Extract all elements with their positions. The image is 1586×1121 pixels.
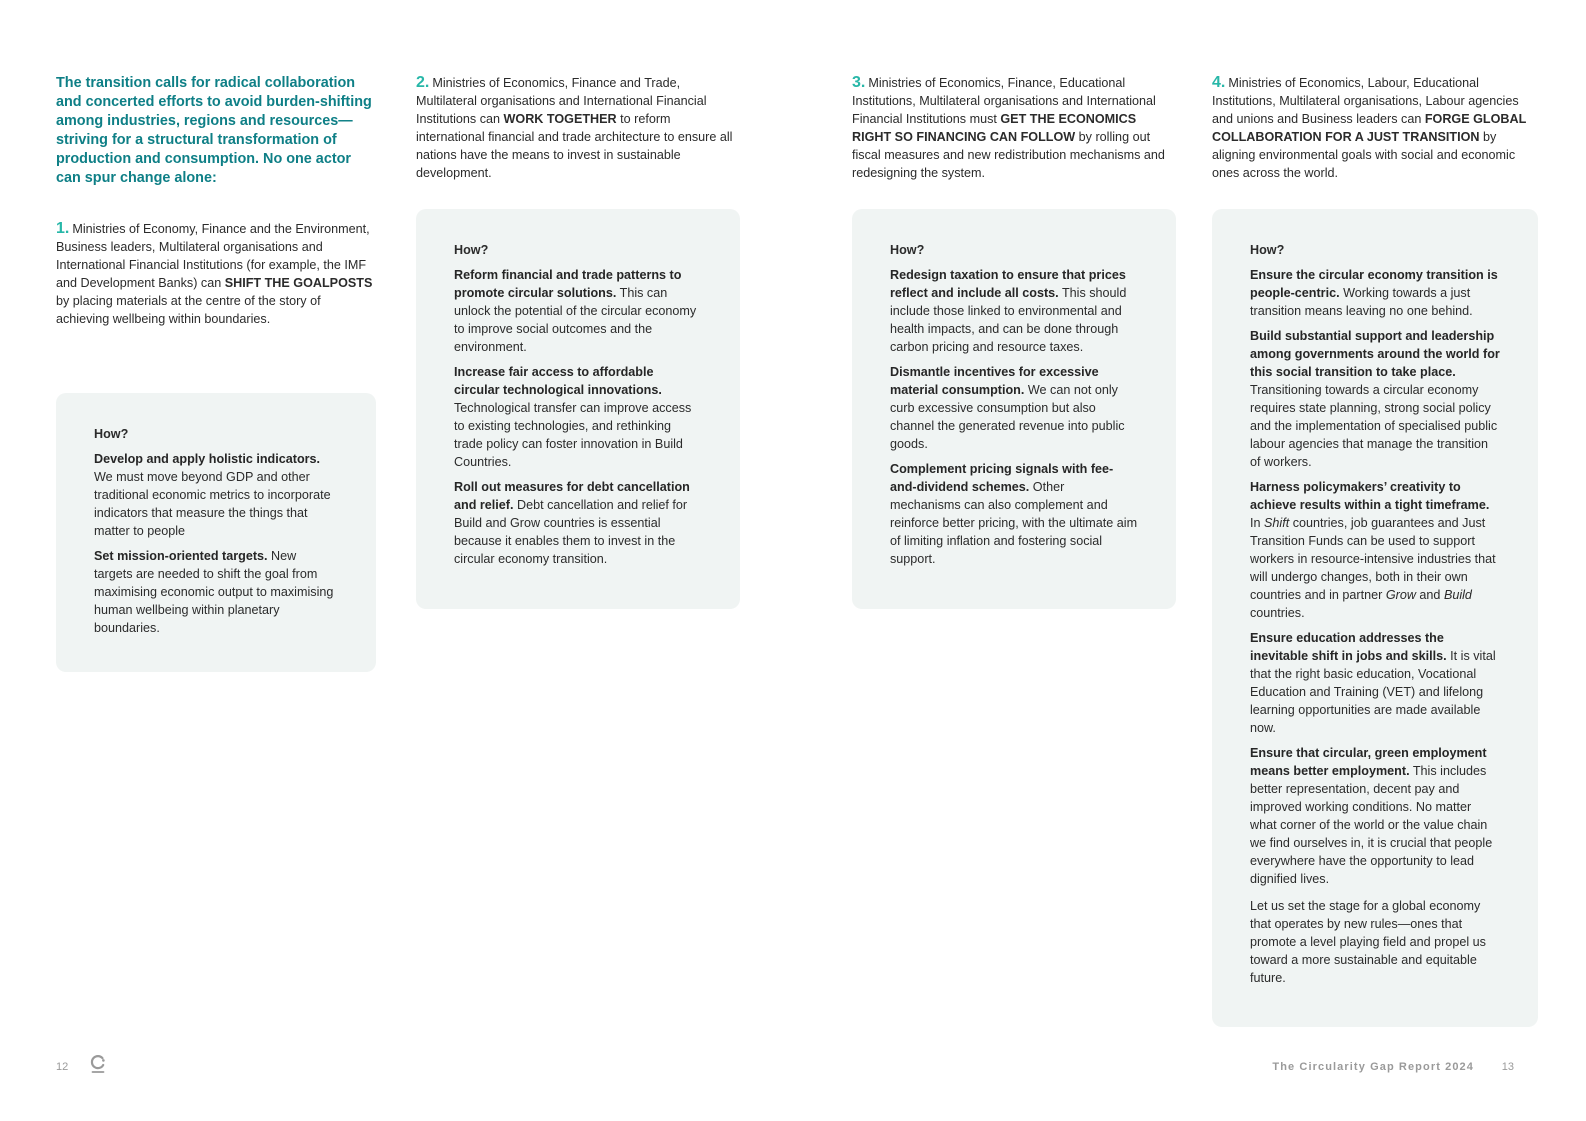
call-to-action: SHIFT THE GOALPOSTS [224,276,373,290]
item-number: 2. [416,74,430,91]
how-item: Roll out measures for debt cancellation and relief. Debt cancellation and relief for Build and Grow countries is essential because it enables them to invest in the circular economy transition. [454,480,690,566]
report-title: The Circularity Gap Report 2024 [1272,1061,1474,1073]
item-number: 1. [56,220,70,237]
column-1 [56,74,376,328]
actor-4-intro: 4. Ministries of Economics, Labour, Educational Institutions, Multilateral organisations, Labour agencies and unions and Business leaders can FORGE GLOBAL COLLABORATION FOR A JUST TRANSITION by aligning environmental goals with social and economic ones across the world. [1212,74,1527,180]
how-heading: How? [1250,243,1285,257]
how-heading: How? [94,427,129,441]
how-item: Set mission-oriented targets. New targets are needed to shift the goal from maximising economic output to maximising human wellbeing within planetary boundaries. [94,549,334,635]
call-to-action: GET THE ECONOMICS RIGHT SO FINANCING CAN FOLLOW [852,112,1137,144]
how-box-2 [416,209,740,609]
actor-3-intro: 3. Ministries of Economics, Finance, Educational Institutions, Multilateral organisations and International Financial Institutions must GET THE ECONOMICS RIGHT SO FINANCING CAN FOLLOW by rolling out fiscal measures and new redistribution mechanisms and redesigning the system. [852,74,1165,180]
how-item: Ensure the circular economy transition is people-centric. Working towards a just transition means leaving no one behind. [1250,268,1498,318]
how-item: Ensure that circular, green employment means better employment. This includes better representation, decent pay and improved working conditions. No matter what corner of the world or the value chain we find ourselves in, it is crucial that people everywhere have the opportunity to lead dignified lives. [1250,746,1493,886]
how-box-4 [1212,209,1538,1027]
how-heading: How? [890,243,925,257]
actor-2-intro: 2. Ministries of Economics, Finance and Trade, Multilateral organisations and International Financial Institutions can WORK TOGETHER to reform international financial and trade architecture to ensure all nations have the means to invest in sustainable development. [416,74,733,180]
how-item: Build substantial support and leadership among governments around the world for this social transition to take place. Transitioning towards a circular economy requires state planning, strong social policy and the implementation of specialised public labour agencies that manage the transition of workers. [1250,329,1500,469]
call-to-action: FORGE GLOBAL COLLABORATION FOR A JUST TRANSITION [1212,112,1527,144]
how-item: Increase fair access to affordable circular technological innovations. Technological transfer can improve access to existing technologies, and rethinking trade policy can foster innovation in Build Countries. [454,365,692,469]
how-item: Develop and apply holistic indicators. We must move beyond GDP and other traditional economic metrics to incorporate indicators that measure the things that matter to people [94,452,331,538]
how-item: Reform financial and trade patterns to promote circular solutions. This can unlock the potential of the circular economy to improve social outcomes and the environment. [454,268,697,354]
how-item: Ensure education addresses the inevitable shift in jobs and skills. It is vital that the right basic education, Vocational Education and Training (VET) and lifelong learning opportunities are made available now. [1250,631,1496,735]
column-4 [1212,74,1538,182]
page-number-right: 13 [1501,1061,1514,1073]
closing-statement: Let us set the stage for a global economy that operates by new rules—ones that promote a level playing field and propel us toward a more sustainable and equitable future. [1250,899,1486,985]
how-item: Redesign taxation to ensure that prices reflect and include all costs. This should include those linked to environmental and health impacts, and can be done through carbon pricing and resource taxes. [890,268,1127,354]
column-3 [852,74,1176,182]
how-box-3 [852,209,1176,609]
page-number-left: 12 [56,1061,69,1073]
column-2 [416,74,740,182]
how-box-1 [56,393,376,672]
how-item: Dismantle incentives for excessive material consumption. We can not only curb excessive consumption but also channel the generated revenue into public goods. [890,365,1125,451]
how-item: Harness policymakers’ creativity to achieve results within a tight timeframe. In Shift countries, job guarantees and Just Transition Funds can be used to support workers in resource-intensive industries that will undergo changes, both in their own countries and in partner Grow and Build countries. [1250,480,1496,620]
how-item: Complement pricing signals with fee-and-dividend schemes. Other mechanisms can also complement and reinforce better pricing, with the ultimate aim of limiting inflation and fostering social support. [890,462,1138,566]
actor-1-intro: 1. Ministries of Economy, Finance and the Environment, Business leaders, Multilateral organisations and International Financial Institutions (for example, the IMF and Development Banks) can SHIFT THE GOALPOSTS by placing materials at the centre of the story of achieving wellbeing within boundaries. [56,220,373,326]
lead-statement: The transition calls for radical collaboration and concerted efforts to avoid burden-shifting among industries, regions and resources—striving for a structural transformation of production and consumption. No one actor can spur change alone: [56,75,372,186]
how-heading: How? [454,243,489,257]
call-to-action: WORK TOGETHER [503,112,617,126]
item-number: 3. [852,74,866,91]
item-number: 4. [1212,74,1226,91]
circularity-logo-icon [90,1054,106,1074]
